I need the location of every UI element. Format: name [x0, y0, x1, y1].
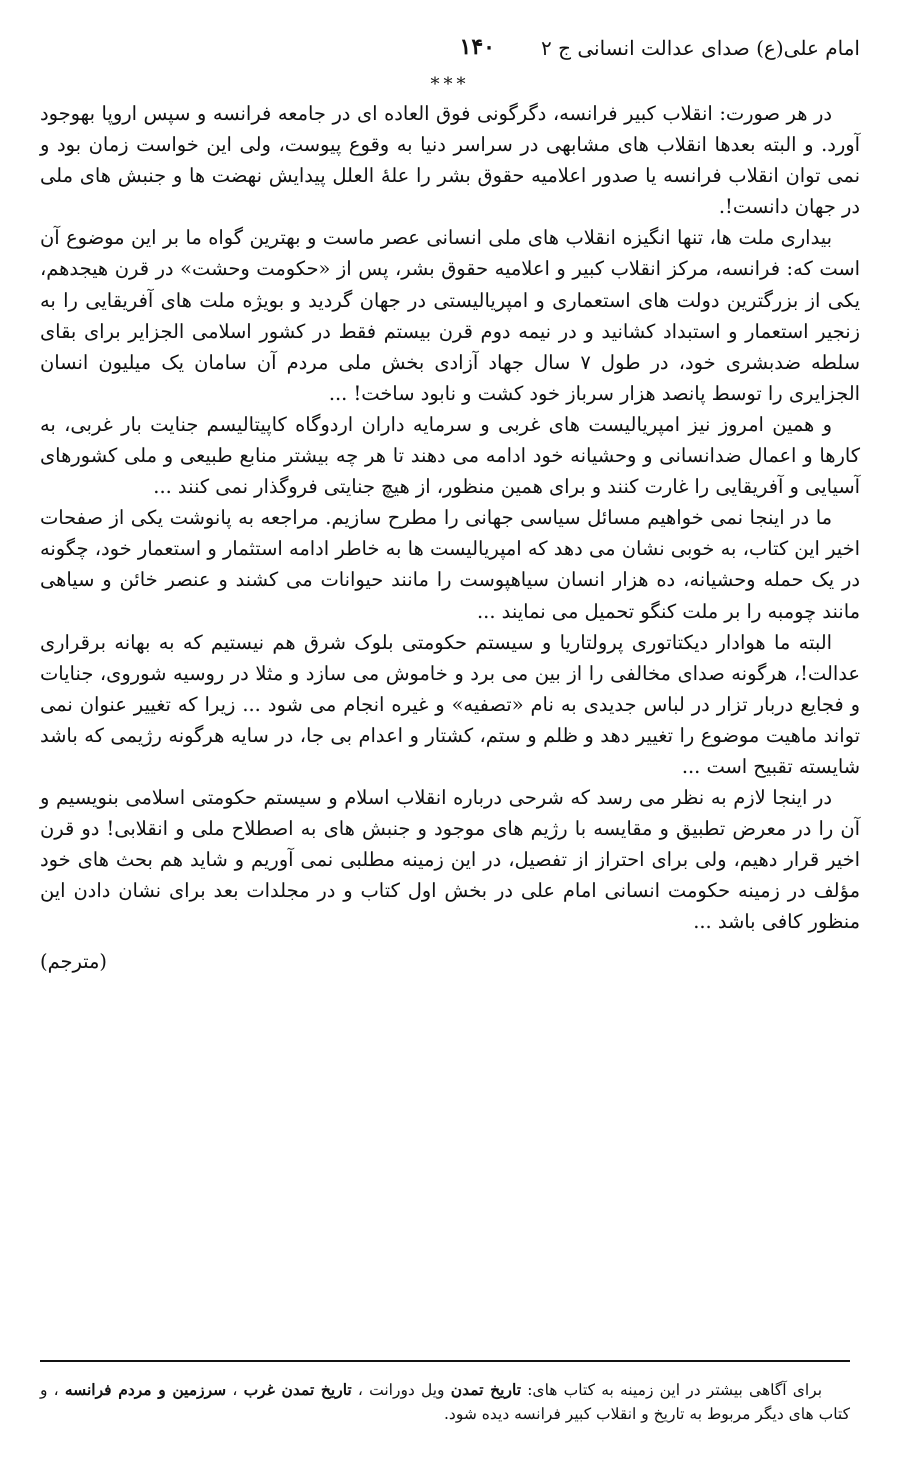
document-page	[40, 30, 860, 978]
paragraph: در هر صورت: انقلاب کبیر فرانسه، دگرگونی فوق العاده ای در جامعه فرانسه و سپس اروپا بهوجود آورد. و البته بعدها انقلاب های مشابهی در سراسر دنیا به وقوع پیوست، ولی این خواست زمان بود و نمی توان انقلاب فرانسه یا صدور اعلامیه حقوق بشر را علهٔ العلل پیدایش نهضت ها و جنبش های ملی در جهان دانست!.	[40, 102, 860, 219]
footnote-divider	[40, 1360, 850, 1362]
section-separator: ***	[430, 74, 470, 95]
footnote	[40, 1378, 850, 1426]
paragraph: بیداری ملت ها، تنها انگیزه انقلاب های ملی انسانی عصر ماست و بهترین گواه ما بر این موضوع آن است که: فرانسه، مرکز انقلاب کبیر و اعلامیه حقوق بشر، پس از «حکومت وحشت» در قرن هیجدهم، یکی از بزرگترین دولت های استعماری و امپریالیستی در جهان گردید و بویژه ملت های آفریقایی را به زنجیر استعمار و استبداد کشانید و در نیمه دوم قرن بیستم فقط در کشور اسلامی الجزایر برای بقای سلطه ضدبشری خود، در طول ۷ سال جهاد آزادی بخش ملی مردم آن سامان یک میلیون انسان الجزایری را توسط پانصد هزار سرباز خود کشت و نابود ساخت! ...	[40, 226, 861, 405]
footnote-prefix: برای آگاهی بیشتر در این زمینه به کتاب های:	[521, 1381, 823, 1399]
footnote-area	[40, 1360, 850, 1426]
footnote-suffix: ، و کتاب های دیگر مربوط به تاریخ و انقلاب کبیر فرانسه دیده شود.	[40, 1381, 850, 1423]
footnote-book-title: تاریخ تمدن غرب	[243, 1380, 352, 1399]
footnote-text: ،	[226, 1381, 244, 1399]
running-title: امام علی(ع) صدای عدالت انسانی ج ۲	[540, 36, 860, 60]
footnote-book-title: تاریخ تمدن	[450, 1380, 522, 1399]
paragraph: و همین امروز نیز امپریالیست های غربی و سرمایه داران اردوگاه کاپیتالیسم جنایت بار غربی، به کارها و اعمال ضدانسانی و وحشیانه خود ادامه می دهند تا هر چه بیشتر منابع طبیعی و ملی کشورهای آسیایی و آفریقایی را غارت کنند و برای همین منظور، از هیچ جنایتی فروگذار نمی کنند ...	[40, 412, 860, 499]
footnote-book-title: سرزمین و مردم فرانسه	[64, 1380, 227, 1399]
translator-signature: (مترجم)	[40, 949, 107, 973]
paragraph: ما در اینجا نمی خواهیم مسائل سیاسی جهانی را مطرح سازیم. مراجعه به پانوشت یکی از صفحات اخیر این کتاب، به خوبی نشان می دهد که امپریالیست ها به خاطر ادامه استثمار و استعمار خود، چگونه در یک حمله وحشیانه، ده هزار انسان سیاهپوست را مانند حیوانات می کشند و عنصر خائن و سیاهی مانند چومبه را بر ملت کنگو تحمیل می نمایند ...	[40, 506, 860, 623]
page-number: ۱۴۰	[459, 34, 495, 60]
body-text	[40, 98, 860, 938]
footnote-text: ویل دورانت ،	[351, 1381, 451, 1399]
page-header	[40, 30, 860, 70]
paragraph: البته ما هوادار دیکتاتوری پرولتاریا و سیستم حکومتی بلوک شرق هم نیستیم که به بهانه برقراری عدالت!، هرگونه صدای مخالفی را از بین می برد و خاموش می سازد و مثلا در روسیه شوروی، جنایات و فجایع دربار تزار در لباس جدیدی به نام «تصفیه» و غیره انجام می شود ... زیرا که تغییر عنوان نمی تواند ماهیت موضوع را تغییر دهد و ظلم و ستم، کشتار و اعدام بی جا، در سایه هرگونه رژیمی که باشد شایسته تقبیح است ...	[40, 630, 860, 778]
paragraph: در اینجا لازم به نظر می رسد که شرحی درباره انقلاب اسلام و سیستم حکومتی اسلامی بنویسیم و آن را در معرض تطبیق و مقایسه با رژیم های موجود و جنبش های به اصطلاح ملی و انقلابی! دو قرن اخیر قرار دهیم، ولی برای احتراز از تفصیل، در این زمینه مطلبی نمی آوریم و شاید هم بحث های خود مؤلف در زمینه حکومت انسانی امام علی در بخش اول کتاب و در مجلدات بعد برای نشان دادن این منظور کافی باشد ...	[40, 786, 860, 934]
